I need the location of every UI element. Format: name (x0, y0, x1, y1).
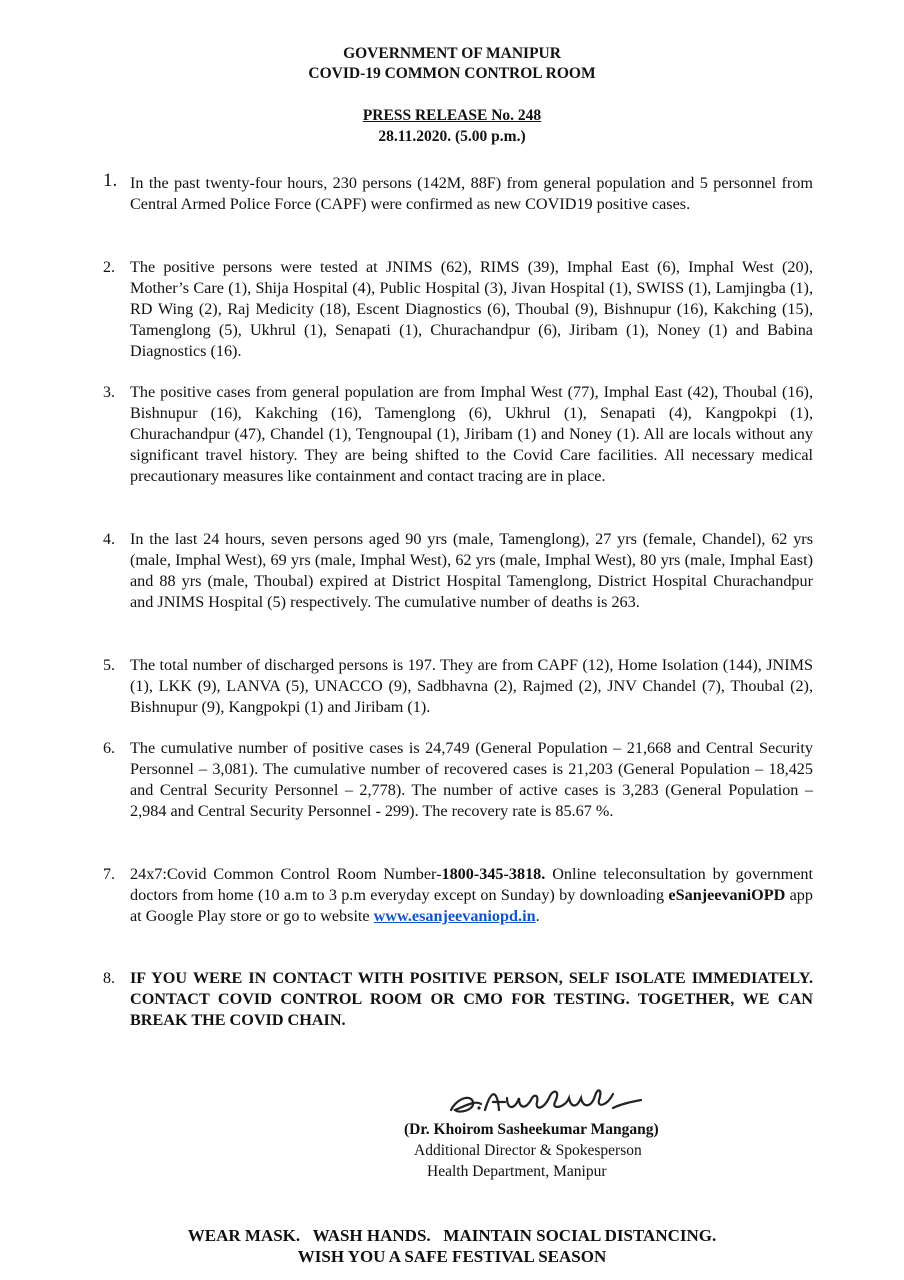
item-number: 6. (103, 740, 115, 757)
signatory-department: Health Department, Manipur (427, 1163, 607, 1180)
item-text: In the last 24 hours, seven persons aged 90 yrs (male, Tamenglong), 27 yrs (female, Chandel), 62 yrs (male, Imphal West), 69 yrs (male, Imphal West), 62 yrs (male, Imphal West), 80 yrs (male, Imphal East) and 88 yrs (male, Thoubal) expired at District Hospital Tamenglong, District Hospital Churachandpur and JNIMS Hospital (5) respectively. The cumulative number of deaths is 263. (130, 530, 813, 611)
signatory-name: (Dr. Khoirom Sasheekumar Mangang) (404, 1121, 659, 1138)
item-text: The positive persons were tested at JNIMS (62), RIMS (39), Imphal East (6), Imphal West (20), Mother’s Care (1), Shija Hospital (4), Public Hospital (3), Jivan Hospital (1), SWISS (1), Lamjingba (1), RD Wing (2), Raj Medicity (18), Escent Diagnostics (6), Thoubal (9), Bishnupur (16), Kakching (15), Tamenglong (5), Ukhrul (1), Senapati (1), Churachandpur (6), Jiribam (1), Noney (1) and Babina Diagnostics (16). (130, 258, 813, 360)
item-text: The total number of discharged persons is 197. They are from CAPF (12), Home Isolation (144), JNIMS (1), LKK (9), LANVA (5), UNACCO (9), Sadbhavna (2), Rajmed (2), JNV Chandel (7), Thoubal (2), Bishnupur (9), Kangpokpi (1) and Jiribam (1). (130, 656, 813, 716)
press-release-title (0, 106, 904, 126)
footer-greeting: WISH YOU A SAFE FESTIVAL SEASON (297, 1247, 607, 1266)
item-number: 5. (103, 657, 115, 674)
store-text: app at Google Play store or go to website (130, 886, 813, 925)
press-release-number: PRESS RELEASE No. 248 (362, 107, 542, 124)
release-date: 28.11.2020. (5.00 p.m.) (378, 128, 526, 145)
item-number: 3. (103, 384, 115, 401)
item-number: 1. (103, 170, 118, 191)
govt-heading: GOVERNMENT OF MANIPUR (343, 45, 561, 62)
item-text: In the past twenty-four hours, 230 persons (142M, 88F) from general population and 5 personnel from Central Armed Police Force (CAPF) were confirmed as new COVID19 positive cases. (130, 174, 813, 213)
signatory-title: Additional Director & Spokesperson (414, 1142, 642, 1159)
app-name: eSanjeevaniOPD (668, 886, 786, 904)
signature-image (445, 1080, 655, 1122)
item-number: 7. (103, 866, 115, 883)
item-number: 8. (103, 970, 115, 987)
item-number: 2. (103, 259, 115, 276)
item-text: The cumulative number of positive cases is 24,749 (General Population – 21,668 and Central Security Personnel – 3,081). The cumulative number of recovered cases is 21,203 (General Population – 18,425 and Central Security Personnel – 2,778). The number of active cases is 3,283 (General Population – 2,984 and Central Security Personnel - 299). The recovery rate is 85.67 %. (130, 739, 813, 820)
footer-slogan: WEAR MASK. WASH HANDS. MAINTAIN SOCIAL DISTANCING. (187, 1226, 717, 1245)
helpline-number: 1800-345-3818. (441, 865, 546, 883)
control-room-heading: COVID-19 COMMON CONTROL ROOM (308, 65, 596, 82)
item-text: IF YOU WERE IN CONTACT WITH POSITIVE PERSON, SELF ISOLATE IMMEDIATELY. CONTACT COVID CONTROL ROOM OR CMO FOR TESTING. TOGETHER, WE CAN BREAK THE COVID CHAIN. (130, 969, 813, 1029)
item-text: 24x7:Covid Common Control Room Number-1800-345-3818. Online teleconsultation by government doctors from home (10 a.m to 3 p.m everyday except on Sunday) by downloading eSanjeevaniOPD app at Google Play store or go to website www.esanjeevaniopd.in. (130, 865, 813, 925)
item-number: 4. (103, 531, 115, 548)
item-text: The positive cases from general population are from Imphal West (77), Imphal East (42), Thoubal (16), Bishnupur (16), Kakching (16), Tamenglong (6), Ukhrul (1), Senapati (4), Kangpokpi (1), Churachandpur (47), Chandel (1), Tengnoupal (1), Jiribam (1) and Noney (1). All are locals without any significant travel history. They are being shifted to the Covid Care facilities. All necessary medical precautionary measures like containment and contact tracing are in place. (130, 383, 813, 485)
website-link[interactable]: www.esanjeevaniopd.in (373, 907, 536, 925)
teleconsult-text: Online teleconsultation by government doctors from home (10 a.m to 3 p.m everyday except on Sunday) by downloading (130, 865, 813, 904)
helpline-text: 24x7:Covid Common Control Room Number- (130, 865, 442, 883)
